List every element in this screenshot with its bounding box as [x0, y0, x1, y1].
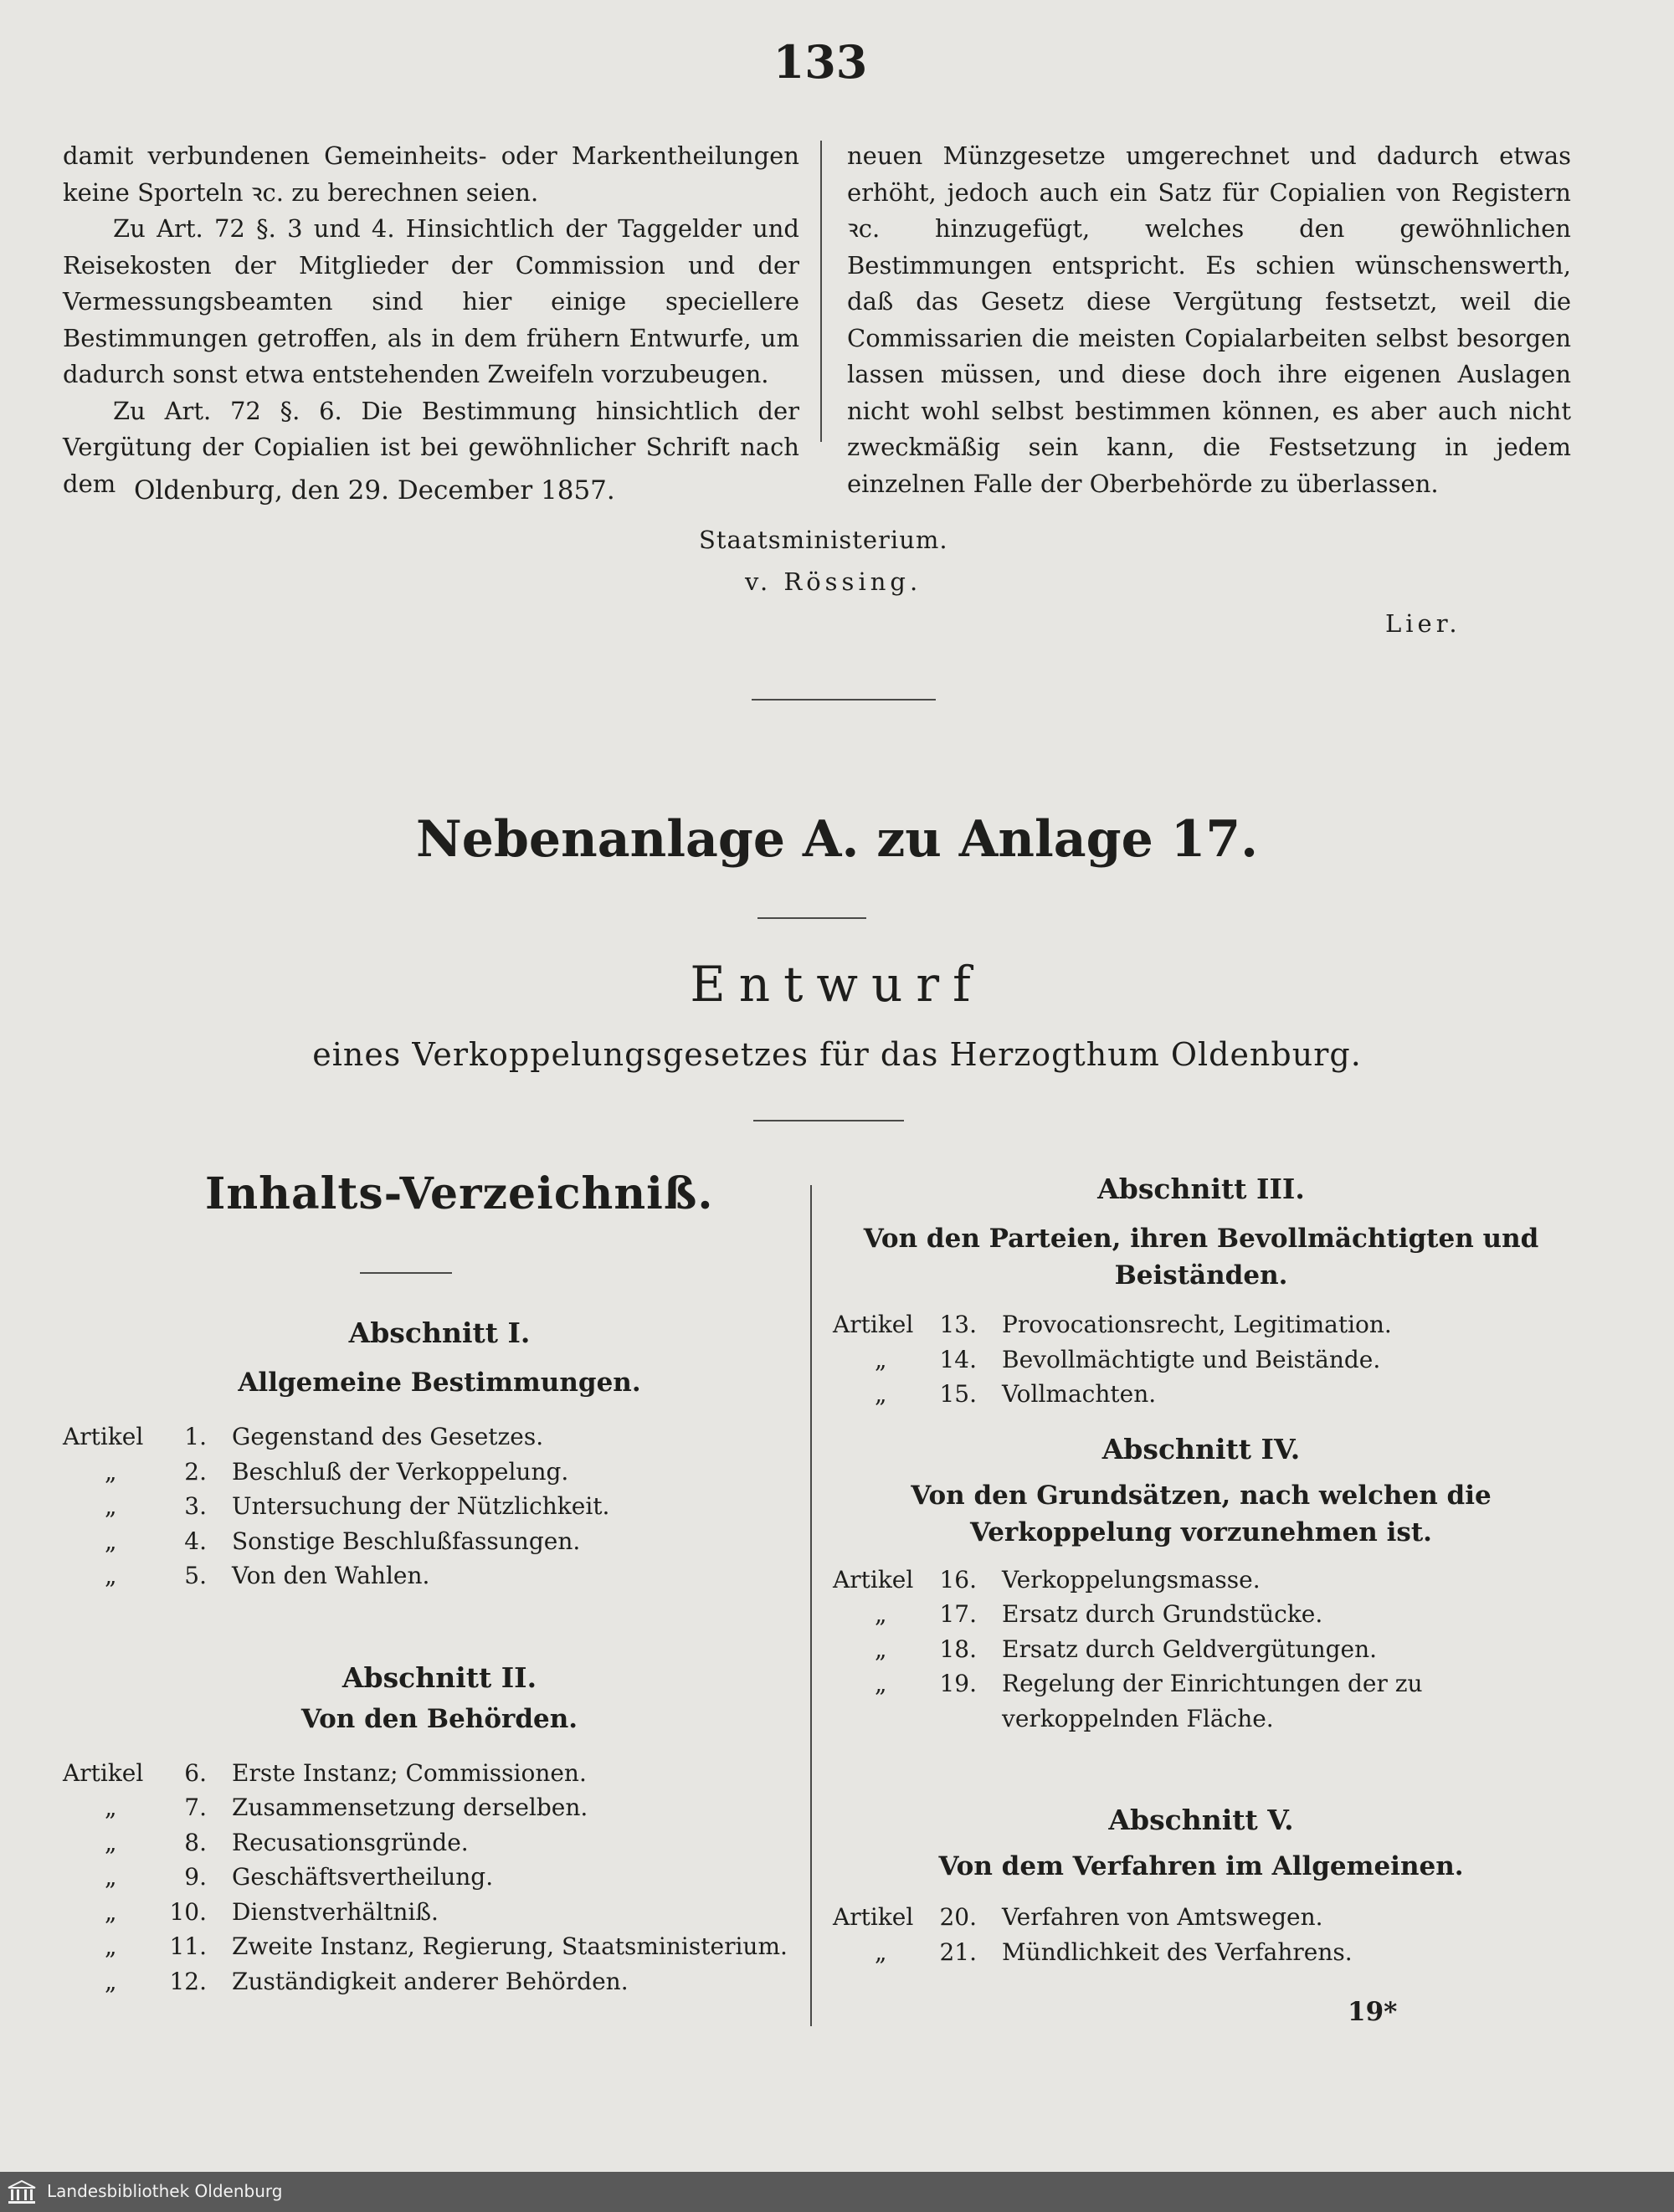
article-label: „ [875, 1670, 887, 1697]
section-label: Abschnitt II. [341, 1660, 537, 1694]
article-entry [833, 1900, 1569, 1935]
article-title: Beschluß der Verkoppelung. [232, 1457, 569, 1486]
separator-rule [757, 917, 866, 919]
article-number: 15. [939, 1380, 977, 1408]
article-entry [63, 1825, 816, 1860]
article-title: Untersuchung der Nützlichkeit. [232, 1492, 610, 1520]
article-title: Erste Instanz; Commissionen. [232, 1758, 587, 1787]
article-entry [63, 1860, 816, 1895]
article-title: Zusammensetzung derselben. [232, 1794, 588, 1821]
separator-rule [752, 699, 936, 701]
article-label: „ [105, 1562, 117, 1589]
article-entry [833, 1597, 1569, 1632]
page-number: 133 [773, 35, 868, 89]
toc-section [833, 1170, 1569, 1412]
article-entry [833, 1666, 1569, 1736]
article-number: 3. [184, 1492, 207, 1520]
article-label: „ [105, 1932, 117, 1960]
article-number: 21. [939, 1937, 977, 1966]
article-label: „ [105, 1492, 117, 1520]
article-number: 14. [939, 1345, 977, 1373]
article-number: 1. [184, 1423, 207, 1450]
article-list [833, 1563, 1569, 1737]
article-list [833, 1307, 1569, 1412]
article-entry [833, 1342, 1569, 1378]
article-label: Artikel [833, 1311, 914, 1338]
article-entry [63, 1964, 816, 1999]
article-list [833, 1900, 1569, 1969]
section-label: Abschnitt III. [1097, 1173, 1305, 1205]
article-entry [63, 1455, 816, 1490]
article-title: Zweite Instanz, Regierung, Staatsministerium. [232, 1932, 788, 1960]
article-title: Geschäftsvertheilung. [232, 1863, 494, 1891]
separator-rule [753, 1120, 904, 1121]
article-label: „ [105, 1527, 117, 1555]
article-entry [63, 1489, 816, 1524]
toc-title: Inhalts-Verzeichniß. [205, 1168, 714, 1219]
article-label: „ [875, 1635, 887, 1663]
toc-section [833, 1801, 1569, 1969]
toc-section [63, 1659, 816, 1999]
intro-paragraph: Zu Art. 72 §. 6. Die Bestimmung hinsichtlich der Vergütung der Copialien ist bei gewöhnlicher Schrift nach dem [63, 396, 799, 498]
article-label: „ [875, 1600, 887, 1628]
signer-name: v. Rössing. [745, 567, 922, 596]
intro-paragraph: Zu Art. 72 §. 3 und 4. Hinsichtlich der Taggelder und Reisekosten der Mitglieder der Commission und der Vermessungsbeamten sind hier einige speciellere Bestimmungen getroffen, als in dem frühern Entwurfe, um dadurch sonst etwa entstehenden Zweifeln vorzubeugen. [63, 214, 799, 388]
section-title: Allgemeine Bestimmungen. [238, 1368, 641, 1398]
toc-section [833, 1430, 1569, 1737]
article-entry [63, 1895, 816, 1930]
article-number: 17. [939, 1600, 977, 1628]
article-title: Verfahren von Amtswegen. [1002, 1903, 1323, 1931]
library-name: Landesbibliothek Oldenburg [47, 2181, 283, 2201]
article-entry [833, 1377, 1569, 1412]
article-entry [63, 1419, 816, 1455]
article-title: Verkoppelungsmasse. [1002, 1565, 1261, 1594]
article-title: Gegenstand des Gesetzes. [232, 1423, 544, 1450]
article-title: Vollmachten. [1002, 1380, 1157, 1408]
article-label: „ [105, 1794, 117, 1821]
article-label: Artikel [833, 1565, 914, 1594]
date-line: Oldenburg, den 29. December 1857. [134, 475, 615, 506]
column-divider [820, 141, 822, 442]
article-title: Dienstverhältniß. [232, 1897, 439, 1926]
article-title: Mündlichkeit des Verfahrens. [1002, 1937, 1353, 1966]
article-label: „ [105, 1457, 117, 1486]
section-title: Von dem Verfahren im Allgemeinen. [938, 1851, 1464, 1881]
article-number: 13. [939, 1311, 977, 1338]
signature-mark: 19* [1348, 1997, 1398, 2027]
section-title: Von den Behörden. [300, 1703, 578, 1734]
section-title: Von den Parteien, ihren Bevollmächtigten und Beiständen. [863, 1224, 1539, 1291]
article-number: 8. [184, 1828, 207, 1856]
article-title: Provocationsrecht, Legitimation. [1002, 1311, 1392, 1338]
article-label: „ [105, 1863, 117, 1891]
toc-right-column [833, 1170, 1569, 1969]
article-title: Bevollmächtigte und Beistände. [1002, 1345, 1381, 1373]
article-label: „ [105, 1828, 117, 1856]
article-label: Artikel [63, 1423, 144, 1450]
article-title: Zuständigkeit anderer Behörden. [232, 1967, 629, 1995]
article-entry [833, 1563, 1569, 1598]
library-footer [0, 2172, 1674, 2212]
section-label: Abschnitt I. [348, 1316, 531, 1349]
article-number: 19. [939, 1670, 977, 1697]
article-number: 18. [939, 1635, 977, 1663]
article-list [63, 1756, 816, 1999]
library-building-icon [7, 2179, 37, 2204]
article-number: 7. [184, 1794, 207, 1821]
article-title: Regelung der Einrichtungen der zu verkoppelnden Fläche. [1002, 1670, 1423, 1732]
article-label: „ [875, 1380, 887, 1408]
article-title: Ersatz durch Grundstücke. [1002, 1600, 1323, 1628]
article-title: Von den Wahlen. [232, 1562, 430, 1589]
intro-paragraph: damit verbundenen Gemeinheits- oder Markentheilungen keine Sporteln ꝛc. zu berechnen seien. [63, 141, 799, 207]
separator-rule [360, 1272, 452, 1274]
article-number: 16. [939, 1565, 977, 1594]
article-number: 5. [184, 1562, 207, 1589]
article-number: 20. [939, 1903, 977, 1931]
article-label: „ [105, 1897, 117, 1926]
article-number: 4. [184, 1527, 207, 1555]
draft-subtitle: eines Verkoppelungsgesetzes für das Herzogthum Oldenburg. [312, 1036, 1362, 1073]
article-entry [833, 1307, 1569, 1342]
section-title: Von den Grundsätzen, nach welchen die Verkoppelung vorzunehmen ist. [911, 1480, 1492, 1547]
article-label: „ [105, 1967, 117, 1995]
article-entry [833, 1632, 1569, 1667]
article-number: 12. [169, 1967, 207, 1995]
section-label: Abschnitt IV. [1101, 1432, 1301, 1465]
intro-paragraph: neuen Münzgesetze umgerechnet und dadurch etwas erhöht, jedoch auch ein Satz für Copialien von Registern ꝛc. hinzugefügt, welches den gewöhnlichen Bestimmungen entspricht. Es schien wünschenswerth, daß das Gesetz diese Vergütung festsetzt, weil die Commissarien die meisten Copialarbeiten selbst besorgen lassen müssen, und diese doch ihre eigenen Auslagen nicht wohl selbst bestimmen können, es aber auch nicht zweckmäßig sein kann, die Festsetzung in jedem einzelnen Falle der Oberbehörde zu überlassen. [847, 141, 1571, 498]
toc-section [63, 1314, 816, 1594]
section-label: Abschnitt V. [1108, 1804, 1294, 1836]
article-number: 11. [169, 1932, 207, 1960]
article-number: 6. [184, 1758, 207, 1787]
article-title: Sonstige Beschlußfassungen. [232, 1527, 581, 1555]
article-entry [63, 1524, 816, 1559]
article-title: Ersatz durch Geldvergütungen. [1002, 1635, 1378, 1663]
article-entry [63, 1756, 816, 1791]
draft-title: Entwurf [690, 956, 984, 1013]
article-label: „ [875, 1345, 887, 1373]
article-entry [63, 1558, 816, 1594]
article-entry [833, 1935, 1569, 1970]
intro-right-column [847, 138, 1571, 502]
appendix-heading: Nebenanlage A. zu Anlage 17. [415, 810, 1259, 869]
article-number: 2. [184, 1457, 207, 1486]
article-entry [63, 1929, 816, 1964]
article-title: Recusationsgründe. [232, 1828, 469, 1856]
article-label: „ [875, 1937, 887, 1966]
article-number: 9. [184, 1863, 207, 1891]
article-list [63, 1419, 816, 1594]
cosigner-name: Lier. [1385, 609, 1461, 638]
article-entry [63, 1790, 816, 1825]
article-label: Artikel [63, 1758, 144, 1787]
ministry-signature: Staatsministerium. [699, 526, 948, 554]
intro-left-column [63, 138, 799, 502]
toc-left-column [63, 1314, 816, 1999]
article-label: Artikel [833, 1903, 914, 1931]
article-number: 10. [169, 1897, 207, 1926]
